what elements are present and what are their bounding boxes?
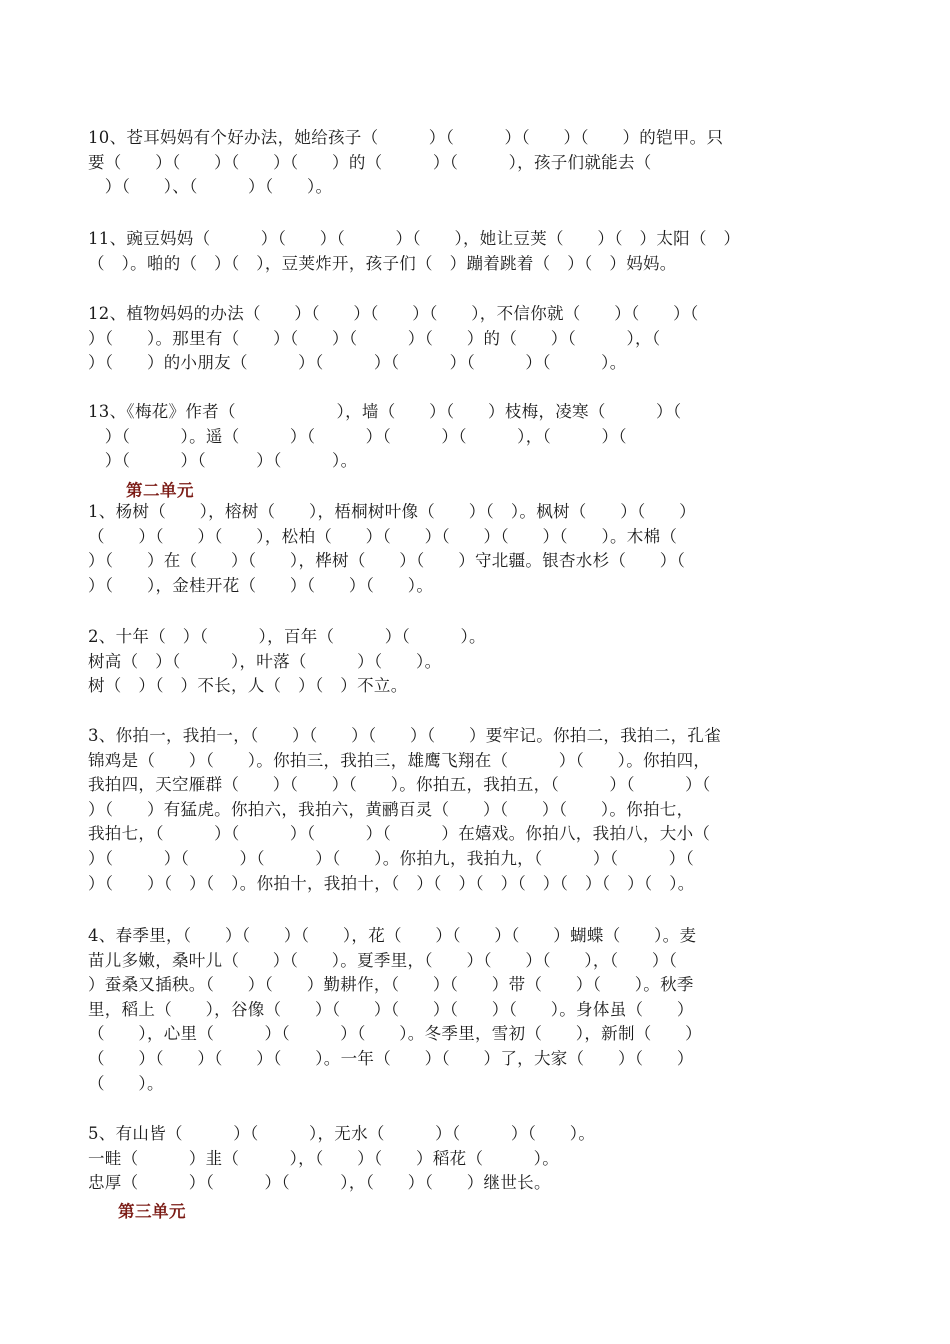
text-line: （ ）（ ）（ ）（ ）。一年（ ）（ ）了，大家（ ）（ ） [88, 1048, 694, 1068]
text-line: 10、苍耳妈妈有个好办法，她给孩子（ ）（ ）（ ）（ ）的铠甲。只 [88, 128, 724, 147]
text-line: 13、《梅花》作者（ ），墙（ ）（ ）枝梅，凌寒（ ）（ [88, 402, 682, 421]
text-line: 树（ ）（ ）不长，人（ ）（ ）不立。 [88, 676, 408, 696]
text-line: 要（ ）（ ）（ ）（ ）的（ ）（ ），孩子们就能去（ [88, 152, 652, 172]
text-line: 苗儿多嫩，桑叶儿（ ）（ ）。夏季里，（ ）（ ）（ ），（ ）（ [88, 950, 678, 970]
text-line: 3、你拍一，我拍一，（ ）（ ）（ ）（ ）要牢记。你拍二，我拍二，孔雀 [88, 726, 721, 745]
text-line: 4、春季里，（ ）（ ）（ ），花（ ）（ ）（ ）蝴蝶（ ）。麦 [88, 926, 697, 945]
text-line: ）（ ）。那里有（ ）（ ）（ ）（ ）的（ ）（ ），（ [88, 328, 661, 348]
question-11 [88, 227, 868, 276]
unit3-heading: 第三单元 [118, 1202, 186, 1221]
unit2-question-3 [88, 724, 868, 896]
text-line: ）（ ），金桂开花（ ）（ ）（ ）。 [88, 575, 434, 595]
text-line: ）（ ）、（ ）（ ）。 [88, 177, 333, 197]
text-line: ）蚕桑又插秧。（ ）（ ）勤耕作，（ ）（ ）带（ ）（ ）。秋季 [88, 975, 694, 995]
text-line: （ ）。 [88, 1073, 164, 1093]
text-line: （ ），心里（ ）（ ）（ ）。冬季里，雪初（ ），新制（ ） [88, 1024, 702, 1044]
text-line: 里，稻上（ ），谷像（ ）（ ）（ ）（ ）（ ）。身体虽（ ） [88, 999, 694, 1019]
text-line: 1、杨树（ ），榕树（ ），梧桐树叶像（ ）（ ）。枫树（ ）（ ） [88, 502, 696, 521]
text-line: ）（ ）。遥（ ）（ ）（ ）（ ），（ ）（ [88, 426, 627, 446]
text-line: ）（ ）在（ ）（ ），桦树（ ）（ ）守北疆。银杏水杉（ ）（ [88, 551, 686, 571]
text-line: 我拍四，天空雁群（ ）（ ）（ ）。你拍五，我拍五，（ ）（ ）（ [88, 775, 711, 795]
text-line: 5、有山皆（ ）（ ），无水（ ）（ ）（ ）。 [88, 1124, 596, 1143]
unit2-question-5 [88, 1122, 868, 1196]
text-line: ）（ ）的小朋友（ ）（ ）（ ）（ ）（ ）。 [88, 353, 627, 373]
text-line: 我拍七，（ ）（ ）（ ）（ ）在嬉戏。你拍八，我拍八，大小（ [88, 824, 711, 844]
text-line: 11、豌豆妈妈（ ）（ ）（ ）（ ），她让豆荚（ ）（ ）太阳（ ） [88, 229, 741, 248]
text-line: 树高（ ）（ ），叶落（ ）（ ）。 [88, 651, 442, 671]
question-13 [88, 400, 868, 474]
text-line: 锦鸡是（ ）（ ）。你拍三，我拍三，雄鹰飞翔在（ ）（ ）。你拍四， [88, 750, 711, 770]
text-line: 12、植物妈妈的办法（ ）（ ）（ ）（ ），不信你就（ ）（ ）（ [88, 304, 699, 323]
text-line: ）（ ）有猛虎。你拍六，我拍六，黄鹂百灵（ ）（ ）（ ）。你拍七， [88, 799, 694, 819]
text-line: 一畦（ ）韭（ ），（ ）（ ）稻花（ ）。 [88, 1148, 559, 1168]
question-12 [88, 302, 868, 376]
text-line: （ ）。啪的（ ）（ ），豆荚炸开，孩子们（ ）蹦着跳着（ ）（ ）妈妈。 [88, 253, 677, 273]
unit2-question-4 [88, 924, 868, 1096]
text-line: （ ）（ ）（ ），松柏（ ）（ ）（ ）（ ）（ ）。木棉（ [88, 526, 678, 546]
text-line: ）（ ）（ ）（ ）。你拍十，我拍十，（ ）（ ）（ ）（ ）（ ）（ ）（ ）。 [88, 873, 695, 893]
text-line: ）（ ）（ ）（ ）。 [88, 451, 358, 471]
unit2-question-1 [88, 500, 868, 598]
question-10 [88, 126, 868, 200]
text-line: 2、十年（ ）（ ），百年（ ）（ ）。 [88, 627, 486, 646]
text-line: ）（ ）（ ）（ ）（ ）。你拍九，我拍九，（ ）（ ）（ [88, 848, 694, 868]
unit2-heading: 第二单元 [126, 481, 194, 500]
unit2-question-2 [88, 625, 868, 699]
text-line: 忠厚（ ）（ ）（ ），（ ）（ ）继世长。 [88, 1173, 551, 1193]
